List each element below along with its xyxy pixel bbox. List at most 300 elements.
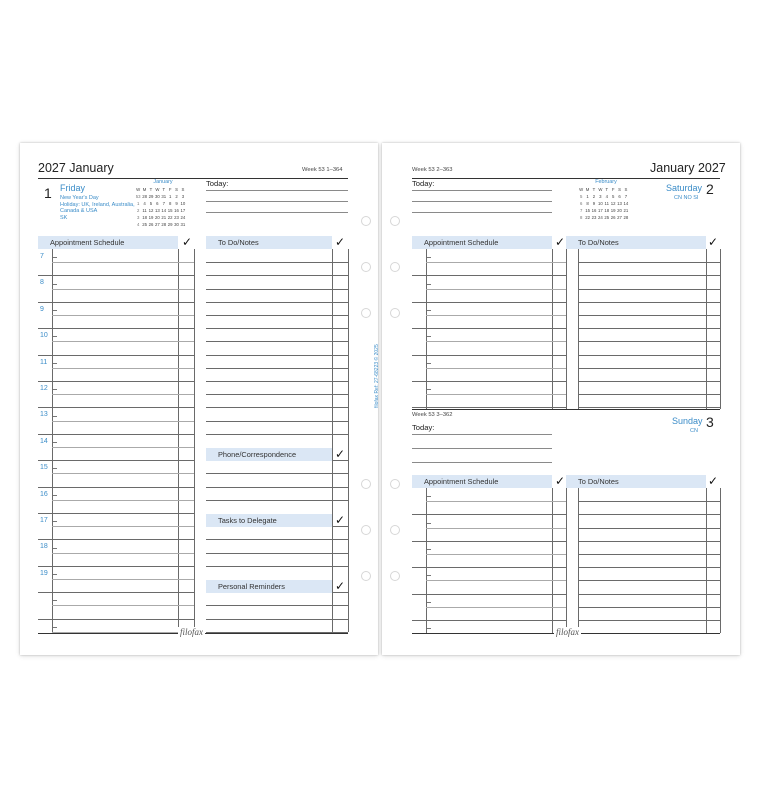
half-hour-dash [427, 363, 431, 364]
schedule-row-line [52, 553, 194, 554]
right-today-label-2: Today: [412, 423, 435, 432]
mini-calendar-weekday: T [605, 187, 609, 192]
schedule-row-line [426, 289, 566, 290]
mini-calendar-day: 14 [623, 201, 629, 206]
half-hour-dash [427, 336, 431, 337]
note-line [206, 355, 348, 356]
note-line [206, 619, 348, 620]
mini-calendar-day: 28 [142, 194, 147, 199]
mini-calendar-week-number: 53 [135, 194, 141, 199]
half-hour-dash [53, 627, 57, 628]
schedule-row-line [52, 421, 194, 422]
mini-calendar-weekday: S [181, 187, 185, 192]
schedule-row-line [38, 355, 194, 356]
side-reference-text: filofax Ref: 27-68223 © 2025 [374, 344, 380, 408]
right-today-label-1: Today: [412, 179, 435, 188]
note-line [206, 539, 348, 540]
mini-calendar-weekday: T [162, 187, 166, 192]
note-line [206, 407, 348, 408]
mini-calendar-day: 23 [174, 215, 179, 220]
note-line [578, 315, 720, 316]
mini-calendar-day: 18 [604, 208, 610, 213]
mini-calendar-day: 1 [586, 194, 589, 199]
schedule-row-line [426, 262, 566, 263]
mini-calendar-day: 1 [168, 194, 172, 199]
mini-calendar-month: February [595, 179, 617, 185]
mini-calendar-day: 27 [154, 222, 160, 227]
note-line [578, 554, 720, 555]
mini-calendar-day: 30 [154, 194, 160, 199]
note-line [206, 553, 348, 554]
schedule-row-line [38, 381, 194, 382]
todo-left-rule [578, 249, 579, 409]
binder-hole [361, 308, 371, 318]
note-line [578, 262, 720, 263]
note-line [206, 315, 348, 316]
note-line [206, 328, 348, 329]
hour-label: 16 [40, 491, 48, 498]
schedule-row-line [38, 619, 194, 620]
mini-calendar-week [578, 193, 629, 200]
schedule-row-line [52, 289, 194, 290]
note-line [578, 368, 720, 369]
hour-label: 7 [40, 253, 44, 260]
right-week-info-2: Week 53 3–362 [412, 412, 453, 418]
hour-label: 10 [40, 332, 48, 339]
left-planner-page [20, 143, 378, 655]
schedule-row-line [38, 539, 194, 540]
filofax-logo: filofax [180, 627, 203, 637]
schedule-row-line [412, 302, 566, 303]
schedule-row-line [52, 368, 194, 369]
mini-calendar-weekday: S [624, 187, 628, 192]
mini-calendar-weekday: T [592, 187, 596, 192]
schedule-row-line [426, 394, 566, 395]
schedule-row-line [412, 355, 566, 356]
half-hour-dash [427, 523, 431, 524]
mini-calendar-week [578, 207, 629, 214]
schedule-row-line [38, 592, 194, 593]
note-line [578, 302, 720, 303]
note-line [206, 394, 348, 395]
half-hour-dash [53, 600, 57, 601]
left-page-title: 2027 January [38, 161, 114, 175]
today-line [412, 201, 552, 202]
today-line [412, 462, 552, 463]
mini-calendar-week-number: 8 [580, 215, 583, 220]
today-line [206, 190, 348, 191]
today-line [412, 190, 552, 191]
check-column-rule [566, 249, 567, 409]
half-hour-dash [53, 336, 57, 337]
schedule-row-line [52, 605, 194, 606]
schedule-row-line [412, 328, 566, 329]
mini-calendar-weekday: M [585, 187, 590, 192]
mini-calendar-weekday: F [168, 187, 172, 192]
mini-calendar-day: 31 [161, 194, 167, 199]
mini-calendar-day: 19 [610, 208, 616, 213]
half-hour-dash [427, 602, 431, 603]
schedule-row-line [52, 447, 194, 448]
phone-correspondence-header: Phone/Correspondence [206, 448, 332, 461]
todo-notes-header: To Do/Notes [206, 236, 332, 249]
half-hour-dash [53, 310, 57, 311]
mini-calendar-day: 22 [585, 215, 590, 220]
right-page-title: January 2027 [650, 161, 726, 175]
half-hour-dash [53, 468, 57, 469]
schedule-row-line [52, 579, 194, 580]
mini-calendar-week [578, 214, 629, 221]
note-line [206, 421, 348, 422]
right-section-divider [412, 409, 720, 410]
note-line [206, 289, 348, 290]
hour-label: 8 [40, 279, 44, 286]
mini-calendar-day: 14 [161, 208, 167, 213]
mini-calendar-weekday: S [175, 187, 178, 192]
hour-label: 15 [40, 464, 48, 471]
left-mini-calendar [135, 178, 195, 228]
hour-label: 13 [40, 411, 48, 418]
schedule-row-line [38, 487, 194, 488]
mini-calendar-day: 8 [168, 201, 172, 206]
half-hour-dash [53, 548, 57, 549]
mini-calendar-week-number: 7 [580, 208, 583, 213]
todo-right-rule [720, 249, 721, 409]
todo-left-rule [578, 488, 579, 633]
mini-calendar-day: 4 [605, 194, 608, 199]
appointment-schedule-header: Appointment Schedule [412, 236, 552, 249]
note-line [578, 381, 720, 382]
right-title-rule [412, 178, 720, 179]
today-line [206, 212, 348, 213]
check-column-rule [178, 249, 179, 632]
mini-calendar-day: 20 [154, 215, 160, 220]
note-line [578, 620, 720, 621]
mini-calendar-day: 6 [618, 194, 621, 199]
schedule-row-line [412, 594, 566, 595]
mini-calendar-week [578, 200, 629, 207]
mini-calendar-weekday: T [149, 187, 153, 192]
hour-label: 9 [40, 306, 44, 313]
mini-calendar-day: 30 [174, 222, 179, 227]
check-column-rule [552, 249, 553, 409]
mini-calendar-day: 17 [597, 208, 603, 213]
half-hour-dash [53, 521, 57, 522]
schedule-row-line [52, 262, 194, 263]
note-line [578, 355, 720, 356]
half-hour-dash [53, 442, 57, 443]
note-line [578, 594, 720, 595]
checkmark-icon: ✓ [335, 447, 346, 461]
hour-column-rule [426, 488, 427, 633]
checkmark-icon: ✓ [182, 235, 193, 249]
note-line [578, 541, 720, 542]
note-line [578, 341, 720, 342]
note-line [206, 368, 348, 369]
mini-calendar-day: 6 [156, 201, 159, 206]
schedule-row-line [412, 541, 566, 542]
checkmark-icon: ✓ [555, 235, 566, 249]
mini-calendar-day: 15 [585, 208, 590, 213]
half-hour-dash [53, 416, 57, 417]
note-line [578, 501, 720, 502]
right-day-name-2: Sunday [672, 416, 703, 426]
schedule-row-line [412, 620, 566, 621]
mini-calendar-day: 3 [181, 194, 185, 199]
mini-calendar-day: 23 [591, 215, 597, 220]
right-day-note-2: CN [690, 428, 698, 434]
note-line [578, 275, 720, 276]
mini-calendar-day: 17 [180, 208, 186, 213]
mini-calendar-day: 18 [142, 215, 147, 220]
schedule-row-line [52, 315, 194, 316]
todo-check-column-rule [706, 249, 707, 409]
hour-label: 19 [40, 570, 48, 577]
note-line [206, 605, 348, 606]
mini-calendar-day: 21 [161, 215, 167, 220]
check-column-rule [552, 488, 553, 633]
schedule-row-line [38, 275, 194, 276]
schedule-row-line [38, 566, 194, 567]
mini-calendar-week-number: 4 [137, 222, 140, 227]
left-today-label: Today: [206, 179, 229, 188]
schedule-row-line [52, 394, 194, 395]
schedule-row-line [426, 554, 566, 555]
hour-label: 18 [40, 543, 48, 550]
mini-calendar-week [135, 193, 186, 200]
mini-calendar-day: 8 [586, 201, 589, 206]
right-mini-calendar [578, 178, 638, 223]
mini-calendar-day: 12 [148, 208, 154, 213]
mini-calendar-day: 26 [148, 222, 154, 227]
schedule-row-line [426, 528, 566, 529]
mini-calendar-day: 28 [161, 222, 167, 227]
binder-hole [390, 216, 400, 226]
half-hour-dash [53, 284, 57, 285]
binder-hole [361, 216, 371, 226]
binder-hole [361, 525, 371, 535]
check-column-rule [566, 488, 567, 633]
binder-hole [361, 571, 371, 581]
half-hour-dash [53, 389, 57, 390]
left-day-name: Friday [60, 183, 86, 193]
todo-right-rule [348, 249, 349, 632]
today-line [412, 434, 552, 435]
schedule-row-line [426, 607, 566, 608]
mini-calendar-week-number: 3 [137, 215, 140, 220]
mini-calendar-header [135, 186, 186, 193]
mini-calendar-day: 11 [142, 208, 147, 213]
mini-calendar-day: 2 [592, 194, 596, 199]
note-line [206, 473, 348, 474]
mini-calendar-week-number: 2 [137, 208, 140, 213]
mini-calendar-week-number: 6 [580, 201, 583, 206]
note-line [206, 566, 348, 567]
mini-calendar-week [135, 214, 186, 221]
mini-calendar-week-number: 5 [580, 194, 583, 199]
mini-calendar-day: 29 [148, 194, 154, 199]
note-line [206, 487, 348, 488]
mini-calendar-day: 9 [592, 201, 596, 206]
right-day-number-1: 2 [706, 181, 714, 197]
schedule-row-line [412, 275, 566, 276]
todo-check-column-rule [706, 488, 707, 633]
left-week-info: Week 53 1–364 [302, 167, 343, 173]
mini-calendar-day: 13 [617, 201, 622, 206]
tasks-to-delegate-header: Tasks to Delegate [206, 514, 332, 527]
today-line [412, 448, 552, 449]
mini-calendar-day: 10 [597, 201, 603, 206]
todo-notes-header: To Do/Notes [566, 475, 706, 488]
half-hour-dash [427, 575, 431, 576]
mini-calendar-day: 5 [611, 194, 615, 199]
appointment-schedule-header: Appointment Schedule [38, 236, 178, 249]
note-line [578, 514, 720, 515]
mini-calendar-day: 20 [617, 208, 622, 213]
appointment-schedule-header: Appointment Schedule [412, 475, 552, 488]
mini-calendar-weekday: W [579, 187, 584, 192]
binder-hole [390, 571, 400, 581]
mini-calendar-day: 21 [623, 208, 629, 213]
filofax-logo: filofax [556, 627, 579, 637]
schedule-row-line [426, 580, 566, 581]
binder-hole [390, 308, 400, 318]
half-hour-dash [427, 549, 431, 550]
checkmark-icon: ✓ [335, 579, 346, 593]
note-line [206, 341, 348, 342]
half-hour-dash [427, 257, 431, 258]
mini-calendar-day: 29 [167, 222, 173, 227]
schedule-row-line [38, 434, 194, 435]
mini-calendar-weekday: W [136, 187, 141, 192]
schedule-row-line [52, 473, 194, 474]
mini-calendar-day: 16 [174, 208, 179, 213]
note-line [206, 262, 348, 263]
note-line [578, 528, 720, 529]
right-week-info-1: Week 53 2–363 [412, 167, 453, 173]
schedule-row-line [426, 501, 566, 502]
hour-label: 11 [40, 359, 48, 366]
schedule-row-line [412, 381, 566, 382]
checkmark-icon: ✓ [555, 474, 566, 488]
mini-calendar-day: 15 [167, 208, 173, 213]
note-line [206, 302, 348, 303]
left-day-number: 1 [44, 185, 52, 201]
note-line [578, 580, 720, 581]
mini-calendar-month: January [153, 179, 173, 185]
note-line [578, 567, 720, 568]
schedule-row-line [38, 460, 194, 461]
binder-hole [390, 479, 400, 489]
half-hour-dash [53, 257, 57, 258]
checkmark-icon: ✓ [708, 235, 719, 249]
schedule-row-line [426, 368, 566, 369]
mini-calendar-weekday: S [618, 187, 621, 192]
checkmark-icon: ✓ [708, 474, 719, 488]
mini-calendar-day: 19 [148, 215, 154, 220]
schedule-row-line [426, 315, 566, 316]
mini-calendar-day: 3 [599, 194, 602, 199]
note-line [578, 328, 720, 329]
right-day-name-1: Saturday [666, 183, 703, 193]
todo-notes-header: To Do/Notes [566, 236, 706, 249]
mini-calendar-day: 25 [142, 222, 147, 227]
mini-calendar-day: 24 [180, 215, 186, 220]
hour-label: 12 [40, 385, 48, 392]
mini-calendar-weekday: F [611, 187, 615, 192]
todo-check-column-rule [332, 249, 333, 632]
half-hour-dash [427, 310, 431, 311]
mini-calendar-day: 4 [143, 201, 146, 206]
mini-calendar-header [578, 186, 629, 193]
schedule-row-line [426, 341, 566, 342]
today-line [412, 212, 552, 213]
schedule-row-line [38, 407, 194, 408]
note-line [206, 500, 348, 501]
schedule-row-line [412, 407, 566, 408]
checkmark-icon: ✓ [335, 235, 346, 249]
mini-calendar-day: 5 [149, 201, 153, 206]
schedule-row-line [412, 514, 566, 515]
schedule-row-line [38, 513, 194, 514]
right-planner-page [374, 143, 740, 655]
personal-reminders-header: Personal Reminders [206, 580, 332, 593]
today-line [206, 201, 348, 202]
mini-calendar-day: 28 [623, 215, 629, 220]
todo-right-rule [720, 488, 721, 633]
right-day-number-2: 3 [706, 414, 714, 430]
half-hour-dash [53, 495, 57, 496]
left-holidays [60, 195, 135, 221]
note-line [206, 381, 348, 382]
mini-calendar-week [135, 207, 186, 214]
note-line [578, 407, 720, 408]
note-line [578, 394, 720, 395]
mini-calendar-day: 12 [610, 201, 616, 206]
right-day-note-1: CN NO SI [674, 195, 699, 201]
mini-calendar-weekday: M [142, 187, 147, 192]
half-hour-dash [427, 496, 431, 497]
holiday-line: Canada & USA [60, 208, 98, 215]
half-hour-dash [427, 284, 431, 285]
half-hour-dash [53, 574, 57, 575]
mini-calendar-day: 16 [591, 208, 597, 213]
mini-calendar-day: 26 [610, 215, 616, 220]
schedule-row-line [412, 567, 566, 568]
schedule-row-line [52, 526, 194, 527]
mini-calendar-weekday: W [598, 187, 603, 192]
hour-label: 14 [40, 438, 48, 445]
mini-calendar-week [135, 221, 186, 228]
mini-calendar-day: 13 [154, 208, 160, 213]
hour-column-rule [426, 249, 427, 409]
check-column-rule [194, 249, 195, 632]
half-hour-dash [427, 389, 431, 390]
mini-calendar-day: 10 [180, 201, 186, 206]
mini-calendar-day: 2 [175, 194, 178, 199]
binder-hole [390, 525, 400, 535]
half-hour-dash [427, 628, 431, 629]
half-hour-dash [53, 363, 57, 364]
note-line [578, 289, 720, 290]
binder-hole [390, 262, 400, 272]
binder-hole [361, 479, 371, 489]
note-line [206, 275, 348, 276]
mini-calendar-day: 9 [175, 201, 178, 206]
schedule-row-line [52, 341, 194, 342]
note-line [578, 607, 720, 608]
binder-hole [361, 262, 371, 272]
